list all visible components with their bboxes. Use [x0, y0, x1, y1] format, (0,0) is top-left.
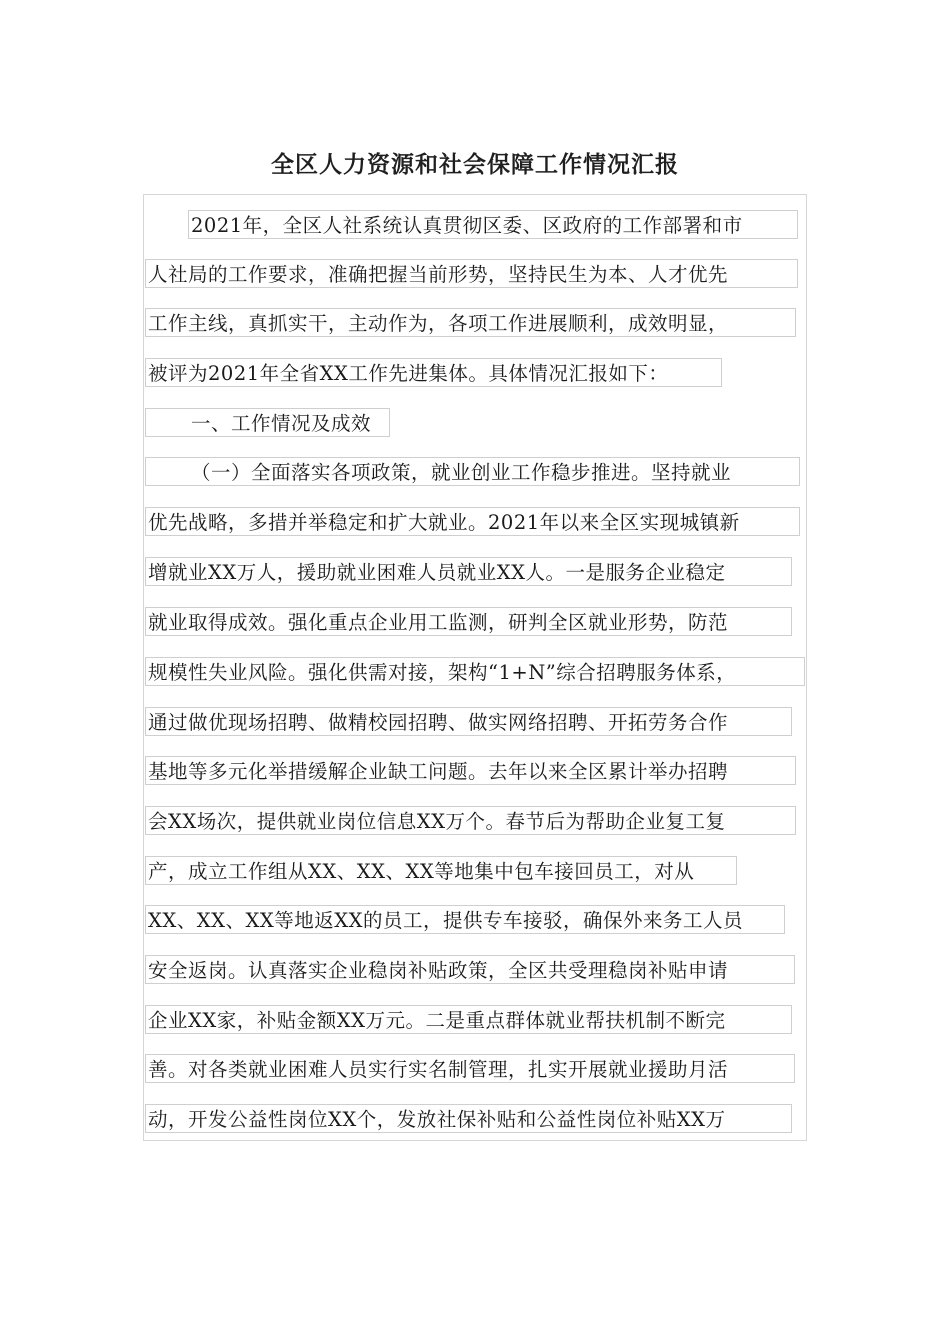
text-line-8: 增就业XX万人，援助就业困难人员就业XX人。一是服务企业稳定 [145, 557, 792, 586]
text-line-15: XX、XX、XX等地返XX的员工，提供专车接驳，确保外来务工人员 [145, 905, 785, 934]
text-line-19: 动，开发公益性岗位XX个，发放社保补贴和公益性岗位补贴XX万 [145, 1104, 792, 1133]
text-line-1: 2021年，全区人社系统认真贯彻区委、区政府的工作部署和市 [188, 210, 798, 239]
text-line-4: 被评为2021年全省XX工作先进集体。具体情况汇报如下： [145, 358, 722, 387]
text-line-7: 优先战略，多措并举稳定和扩大就业。2021年以来全区实现城镇新 [145, 507, 800, 536]
text-line-18: 善。对各类就业困难人员实行实名制管理，扎实开展就业援助月活 [145, 1054, 795, 1083]
text-line-3: 工作主线，真抓实干，主动作为，各项工作进展顺利，成效明显， [145, 308, 796, 337]
text-line-10: 规模性失业风险。强化供需对接，架构“1+N”综合招聘服务体系， [145, 657, 805, 686]
text-line-12: 基地等多元化举措缓解企业缺工问题。去年以来全区累计举办招聘 [145, 756, 796, 785]
section-heading: 一、工作情况及成效 [145, 408, 390, 437]
text-line-16: 安全返岗。认真落实企业稳岗补贴政策，全区共受理稳岗补贴申请 [145, 955, 795, 984]
text-line-14: 产，成立工作组从XX、XX、XX等地集中包车接回员工，对从 [145, 856, 737, 885]
document-title: 全区人力资源和社会保障工作情况汇报 [271, 151, 679, 178]
text-line-9: 就业取得成效。强化重点企业用工监测，研判全区就业形势，防范 [145, 607, 792, 636]
text-line-17: 企业XX家，补贴金额XX万元。二是重点群体就业帮扶机制不断完 [145, 1005, 792, 1034]
text-line-6: （一）全面落实各项政策，就业创业工作稳步推进。坚持就业 [145, 457, 800, 486]
text-line-13: 会XX场次，提供就业岗位信息XX万个。春节后为帮助企业复工复 [145, 806, 796, 835]
text-line-11: 通过做优现场招聘、做精校园招聘、做实网络招聘、开拓劳务合作 [145, 707, 792, 736]
text-line-2: 人社局的工作要求，准确把握当前形势，坚持民生为本、人才优先 [145, 259, 798, 288]
